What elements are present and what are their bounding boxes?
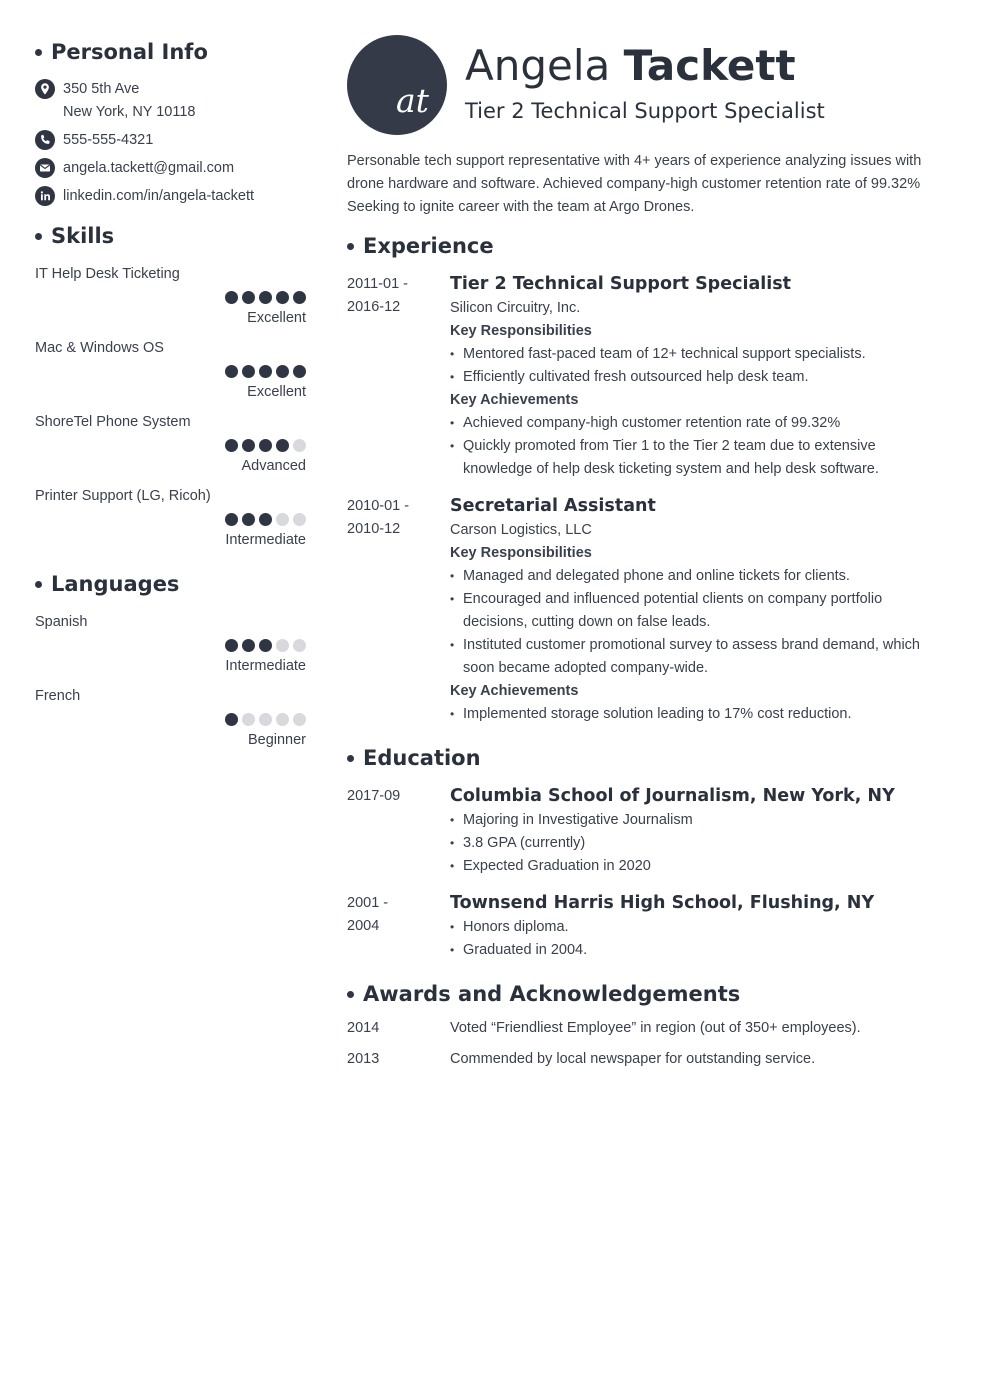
education-dates (347, 892, 450, 962)
rating-dot-filled (225, 439, 238, 452)
rating-level: Intermediate (225, 658, 306, 674)
bullet-item: • Managed and delegated phone and online tickets for clients. (450, 565, 947, 588)
rating-dot-filled (293, 291, 306, 304)
rating-dot-empty (242, 713, 255, 726)
rating-name: Printer Support (LG, Ricoh) (35, 488, 211, 504)
languages-list (35, 612, 306, 750)
skills-heading (35, 222, 306, 250)
phone-icon (35, 130, 55, 150)
experience-heading (347, 232, 947, 260)
bullet-item: • Efficiently cultivated fresh outsourced help desk team. (450, 366, 947, 389)
rating-name: Spanish (35, 614, 88, 630)
bullet-item: • Implemented storage solution leading to 17% cost reduction. (450, 703, 947, 726)
language-item (35, 686, 306, 750)
job-entry (347, 493, 947, 726)
contact-linkedin (35, 185, 306, 208)
date-start: 2017-09 (347, 788, 401, 804)
date-end: 2010-12 (347, 521, 401, 537)
address-line1: 350 5th Ave (63, 81, 140, 97)
skills-list (35, 264, 306, 550)
education-body (450, 783, 947, 878)
bullet-item: • 3.8 GPA (currently) (450, 832, 947, 855)
bullet-list (450, 412, 947, 481)
rating-level: Excellent (247, 384, 306, 400)
school-title: Townsend Harris High School, Flushing, NY (450, 893, 875, 913)
bullet-dot-icon (35, 49, 42, 56)
bullet-item: • Quickly promoted from Tier 1 to the Tier 2 team due to extensive knowledge of help desk ticketing system and help desk software. (450, 435, 947, 481)
rating-dot-filled (242, 365, 255, 378)
skill-item (35, 486, 306, 550)
rating-name: French (35, 688, 81, 704)
rating-name: Mac & Windows OS (35, 340, 164, 356)
bullet-item: • Mentored fast-paced team of 12+ technical support specialists. (450, 343, 947, 366)
job-title: Secretarial Assistant (450, 496, 656, 516)
last-name: Tackett (623, 41, 796, 90)
skills-title: Skills (51, 224, 115, 248)
rating-dot-filled (225, 291, 238, 304)
rating-dot-filled (242, 439, 255, 452)
linkedin-icon (35, 186, 55, 206)
rating-level: Intermediate (225, 532, 306, 548)
responsibilities-label: Key Responsibilities (450, 545, 592, 561)
bullet-item: • Graduated in 2004. (450, 939, 947, 962)
rating-dot-empty (293, 639, 306, 652)
bullet-dot-icon (35, 233, 42, 240)
award-year: 2013 (347, 1051, 380, 1067)
rating-dot-filled (259, 365, 272, 378)
rating-dot-filled (225, 639, 238, 652)
bullet-dot-icon (347, 991, 354, 998)
linkedin-link[interactable]: linkedin.com/in/angela-tackett (63, 188, 255, 204)
rating-dot-filled (276, 291, 289, 304)
rating-dot-empty (276, 639, 289, 652)
address-text (63, 78, 195, 124)
skill-item (35, 338, 306, 402)
bullet-list (450, 565, 947, 680)
education-section (347, 744, 947, 962)
contact-email (35, 157, 306, 180)
rating-dot-filled (259, 291, 272, 304)
achievements-label: Key Achievements (450, 392, 579, 408)
avatar (347, 35, 447, 135)
award-year: 2014 (347, 1020, 380, 1036)
personal-info-title: Personal Info (51, 40, 208, 64)
bullet-item: • Encouraged and influenced potential clients on company portfolio decisions, cutting down on false leads. (450, 588, 947, 634)
job-dates (347, 495, 450, 726)
rating-dots (35, 439, 306, 453)
award-text: Commended by local newspaper for outstanding service. (450, 1051, 816, 1067)
school-title: Columbia School of Journalism, New York, NY (450, 786, 895, 806)
rating-dot-empty (276, 513, 289, 526)
job-dates (347, 273, 450, 481)
rating-dot-filled (259, 513, 272, 526)
first-name: Angela (465, 41, 611, 90)
rating-dot-filled (276, 365, 289, 378)
languages-title: Languages (51, 572, 180, 596)
skill-item (35, 264, 306, 328)
rating-dot-empty (293, 513, 306, 526)
job-title: Tier 2 Technical Support Specialist (450, 274, 792, 294)
education-heading (347, 744, 947, 772)
phone-text: 555-555-4321 (63, 132, 154, 148)
sidebar (35, 38, 306, 750)
rating-level: Beginner (247, 732, 306, 748)
bullet-list (450, 703, 947, 726)
summary-paragraph: Personable tech support representative with 4+ years of experience analyzing issues with drone hardware and software. Achieved company-high customer retention rate of 99.32% Seeking to ignite career with the team at Argo Drones. (347, 153, 922, 215)
date-start: 2001 - (347, 895, 389, 911)
bullet-list (450, 343, 947, 389)
award-item (347, 1048, 947, 1071)
candidate-name (465, 41, 796, 91)
award-text: Voted “Friendliest Employee” in region (out of 350+ employees). (450, 1020, 861, 1036)
rating-dots (35, 365, 306, 379)
bullet-item: • Expected Graduation in 2020 (450, 855, 947, 878)
candidate-role: Tier 2 Technical Support Specialist (465, 99, 825, 123)
bullet-item: • Instituted customer promotional survey to assess brand demand, which soon became adopted company-wide. (450, 634, 947, 680)
job-company: Carson Logistics, LLC (450, 522, 592, 538)
education-entry (347, 783, 947, 878)
contact-list (35, 78, 306, 208)
education-dates (347, 785, 450, 878)
bullet-item: • Honors diploma. (450, 916, 947, 939)
rating-dot-empty (293, 439, 306, 452)
rating-dots (35, 713, 306, 727)
rating-dot-filled (242, 513, 255, 526)
education-title: Education (363, 746, 481, 770)
education-list (347, 783, 947, 962)
experience-title: Experience (363, 234, 494, 258)
achievements-label: Key Achievements (450, 683, 579, 699)
languages-heading (35, 570, 306, 598)
rating-dot-filled (242, 291, 255, 304)
mail-icon (35, 158, 55, 178)
bullet-dot-icon (347, 755, 354, 762)
education-entry (347, 890, 947, 962)
contact-address (35, 78, 306, 124)
rating-dots (35, 291, 306, 305)
job-body (450, 271, 947, 481)
awards-list (347, 1017, 947, 1071)
job-entry (347, 271, 947, 481)
job-body (450, 493, 947, 726)
responsibilities-label: Key Responsibilities (450, 323, 592, 339)
bullet-item: • Majoring in Investigative Journalism (450, 809, 947, 832)
email-link[interactable]: angela.tackett@gmail.com (63, 160, 235, 176)
job-company: Silicon Circuitry, Inc. (450, 300, 581, 316)
contact-phone (35, 129, 306, 152)
awards-heading (347, 980, 947, 1008)
award-item (347, 1017, 947, 1040)
language-item (35, 612, 306, 676)
date-start: 2010-01 - (347, 498, 410, 514)
rating-dot-empty (259, 713, 272, 726)
rating-dot-filled (225, 713, 238, 726)
skill-item (35, 412, 306, 476)
rating-dot-filled (225, 513, 238, 526)
rating-dot-empty (276, 713, 289, 726)
education-body (450, 890, 947, 962)
avatar-initials: at (396, 81, 429, 120)
bullet-list (450, 916, 947, 962)
date-end: 2004 (347, 918, 380, 934)
personal-info-heading (35, 38, 306, 66)
date-end: 2016-12 (347, 299, 401, 315)
awards-title: Awards and Acknowledgements (363, 982, 741, 1006)
rating-dot-filled (242, 639, 255, 652)
rating-level: Excellent (247, 310, 306, 326)
bullet-dot-icon (347, 243, 354, 250)
awards-section (347, 980, 947, 1079)
rating-dot-empty (293, 713, 306, 726)
address-line2: New York, NY 10118 (63, 104, 196, 120)
rating-name: ShoreTel Phone System (35, 414, 191, 430)
location-icon (35, 79, 55, 99)
experience-list (347, 271, 947, 726)
rating-dot-filled (259, 439, 272, 452)
bullet-list (450, 809, 947, 878)
rating-level: Advanced (241, 458, 306, 474)
rating-dot-filled (293, 365, 306, 378)
rating-dot-filled (276, 439, 289, 452)
rating-dot-filled (259, 639, 272, 652)
rating-dots (35, 639, 306, 653)
bullet-item: • Achieved company-high customer retention rate of 99.32% (450, 412, 947, 435)
bullet-dot-icon (35, 581, 42, 588)
date-start: 2011-01 - (347, 276, 408, 292)
rating-dot-filled (225, 365, 238, 378)
rating-dots (35, 513, 306, 527)
rating-name: IT Help Desk Ticketing (35, 266, 180, 282)
experience-section (347, 232, 947, 726)
